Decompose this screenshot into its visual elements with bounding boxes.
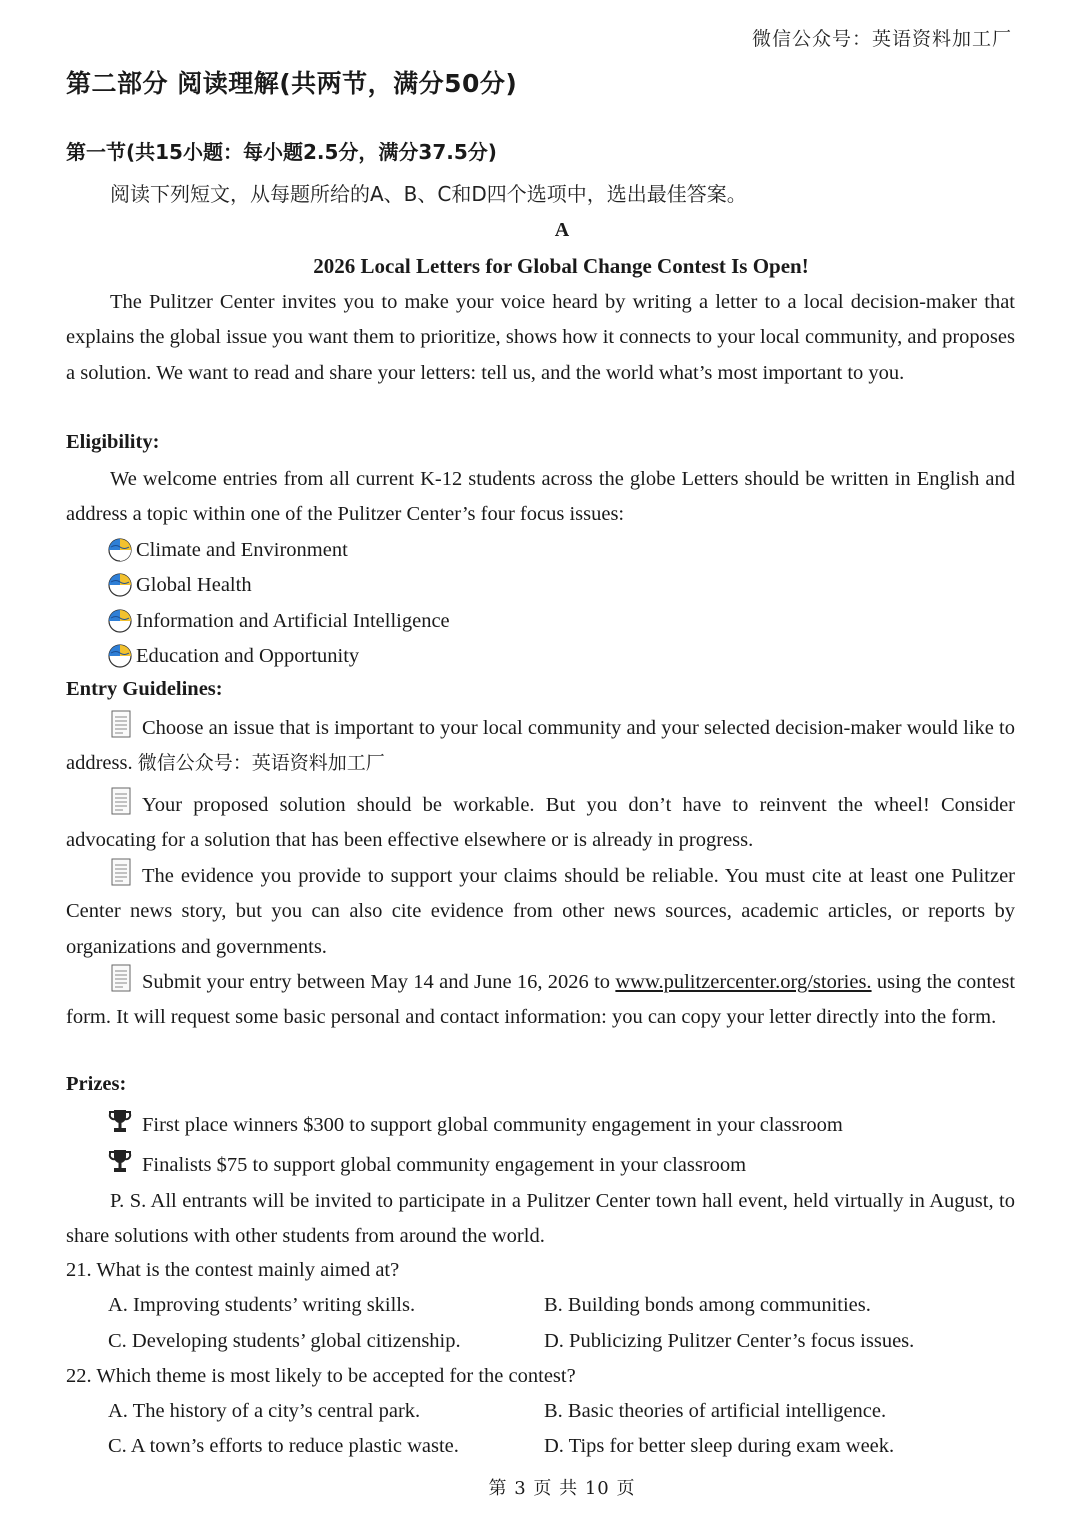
guideline-text: using the contest form. It will request some basic personal and contact information: you can copy your letter directly into the form.	[66, 971, 1016, 1029]
instruction-text: 阅读下列短文，从每题所给的A、B、C和D四个选项中，选出最佳答案。	[110, 182, 747, 206]
contest-url-link[interactable]: www.pulitzercenter.org/stories.	[615, 971, 872, 993]
question-stem: 22. Which theme is most likely to be accepted for the contest?	[66, 1365, 576, 1387]
globe-icon	[108, 609, 132, 633]
document-icon	[110, 787, 132, 815]
document-icon	[110, 858, 132, 886]
article-title: 2026 Local Letters for Global Change Contest Is Open!	[313, 254, 809, 278]
prize-text: First place winners $300 to support global community engagement in your classroom	[142, 1114, 843, 1136]
focus-issue-label: Climate and Environment	[136, 538, 348, 561]
guideline-text: The evidence you provide to support your claims should be reliable. You must cite at least one Pulitzer Center news story, but you can also cite evidence from other news sources, academic articles, or reports by organizations and governments.	[66, 865, 1015, 958]
option-d[interactable]: D. Tips for better sleep during exam week.	[544, 1435, 895, 1457]
prizes-label: Prizes:	[66, 1073, 127, 1095]
trophy-icon	[108, 1108, 132, 1134]
guideline-item	[66, 787, 1015, 859]
ps-paragraph: P. S. All entrants will be invited to participate in a Pulitzer Center town hall event, held virtually in August, to share solutions with other students from around the world.	[66, 1190, 1015, 1248]
question-stem: 21. What is the contest mainly aimed at?	[66, 1259, 400, 1281]
focus-issue-item	[108, 641, 359, 671]
header-watermark: 微信公众号：英语资料加工厂	[751, 28, 1012, 50]
guideline-item	[66, 964, 1015, 1036]
focus-issue-item	[108, 570, 252, 600]
globe-icon	[108, 644, 132, 668]
focus-issue-label: Education and Opportunity	[136, 644, 360, 667]
section-title: 第二部分 阅读理解(共两节，满分50分)	[66, 69, 518, 98]
option-c[interactable]: C. A town’s efforts to reduce plastic waste.	[108, 1435, 459, 1457]
guideline-item	[66, 710, 1015, 782]
eligibility-label: Eligibility:	[66, 431, 160, 453]
globe-icon	[108, 538, 132, 562]
inline-watermark: 微信公众号：英语资料加工厂	[137, 752, 385, 775]
focus-issue-item	[108, 535, 348, 565]
guideline-text: Submit your entry between May 14 and June 16, 2026 to	[142, 971, 611, 993]
focus-issue-label: Global Health	[136, 573, 252, 596]
globe-icon	[108, 573, 132, 597]
option-a[interactable]: A. Improving students’ writing skills.	[108, 1294, 416, 1316]
option-d[interactable]: D. Publicizing Pulitzer Center’s focus issues.	[544, 1330, 915, 1352]
option-c[interactable]: C. Developing students’ global citizenship.	[108, 1330, 461, 1352]
guideline-item	[66, 858, 1015, 965]
prize-text: Finalists $75 to support global community engagement in your classroom	[142, 1154, 747, 1176]
subsection-title: 第一节(共15小题：每小题2.5分，满分37.5分)	[66, 140, 497, 164]
document-icon	[110, 964, 132, 992]
guideline-text: Your proposed solution should be workable. But you don’t have to reinvent the wheel! Consider advocating for a solution that has been effective elsewhere or is already in progress.	[66, 794, 1015, 852]
trophy-icon	[108, 1148, 132, 1174]
option-a[interactable]: A. The history of a city’s central park.	[108, 1400, 421, 1422]
page-number: 第 3 页 共 10 页	[488, 1478, 636, 1499]
option-b[interactable]: B. Building bonds among communities.	[544, 1294, 871, 1316]
passage-letter: A	[554, 219, 570, 241]
prize-item	[108, 1108, 843, 1137]
guideline-text: Choose an issue that is important to your local community and your selected decision-maker would like to address.	[66, 717, 1015, 775]
document-icon	[110, 710, 132, 738]
eligibility-paragraph: We welcome entries from all current K-12 students across the globe Letters should be written in English and address a topic within one of the Pulitzer Center’s four focus issues:	[66, 468, 1015, 526]
intro-paragraph: The Pulitzer Center invites you to make your voice heard by writing a letter to a local decision-maker that explains the global issue you want them to prioritize, shows how it connects to your local community, and proposes a solution. We want to read and share your letters: tell us, and the world what’s most important to you.	[66, 291, 1015, 384]
option-b[interactable]: B. Basic theories of artificial intelligence.	[544, 1400, 887, 1422]
prize-item	[108, 1148, 746, 1177]
focus-issue-label: Information and Artificial Intelligence	[136, 609, 450, 632]
focus-issue-item	[108, 606, 450, 636]
guidelines-label: Entry Guidelines:	[66, 678, 223, 700]
